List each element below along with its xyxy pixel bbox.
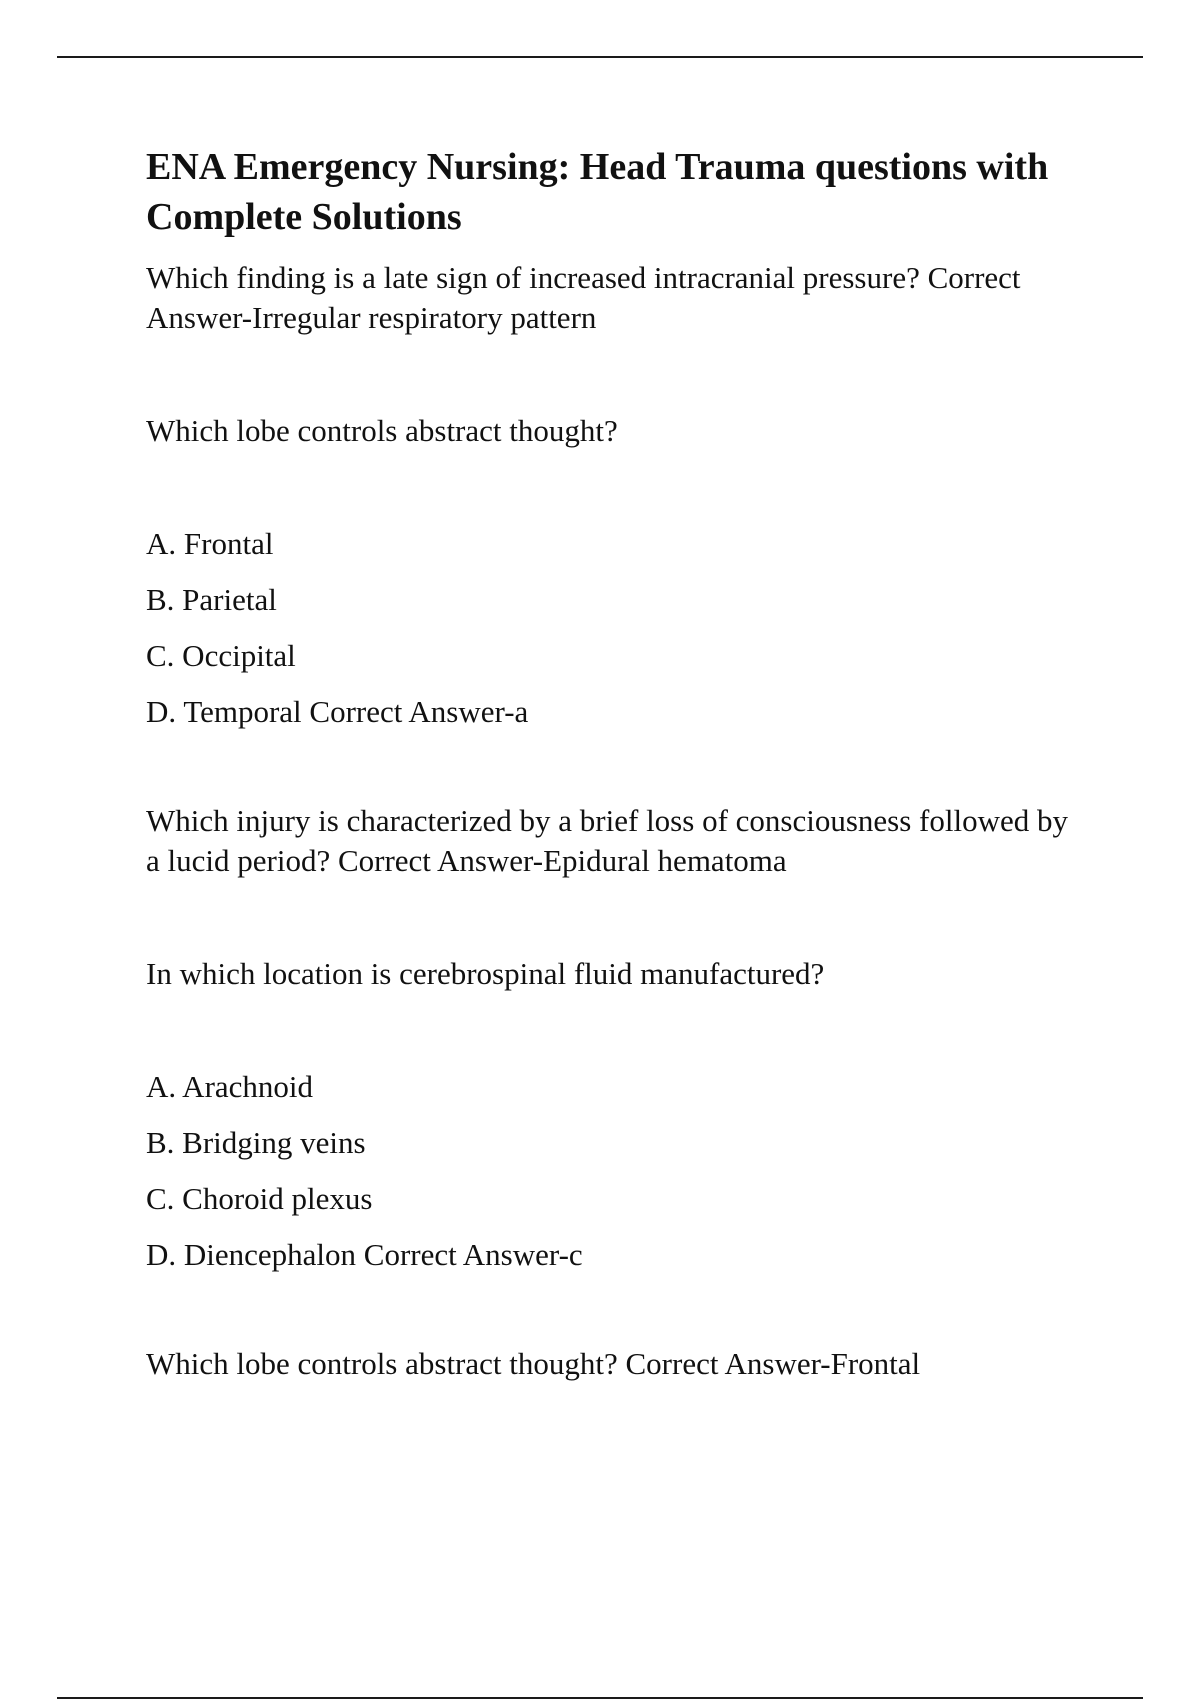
footer-rule [57, 1697, 1143, 1699]
document-title: ENA Emergency Nursing: Head Trauma questions with Complete Solutions [146, 146, 1049, 238]
question-4-option-d: D. Diencephalon Correct Answer-c [146, 1237, 583, 1272]
question-4-stem: In which location is cerebrospinal fluid manufactured? [146, 956, 825, 991]
question-4-option-c: C. Choroid plexus [146, 1181, 373, 1216]
question-2-option-d: D. Temporal Correct Answer-a [146, 694, 529, 729]
question-4-option-a: A. Arachnoid [146, 1069, 314, 1104]
document-body [146, 142, 1076, 1384]
question-1: Which finding is a late sign of increased intracranial pressure? Correct Answer-Irregular respiratory pattern [146, 260, 1021, 335]
question-2-stem: Which lobe controls abstract thought? [146, 413, 618, 448]
header-rule [57, 56, 1143, 58]
question-2-option-b: B. Parietal [146, 582, 277, 617]
question-5: Which lobe controls abstract thought? Correct Answer-Frontal [146, 1346, 921, 1381]
question-2-option-c: C. Occipital [146, 638, 296, 673]
question-3: Which injury is characterized by a brief loss of consciousness followed by a lucid period? Correct Answer-Epidural hematoma [146, 803, 1068, 878]
question-4-option-b: B. Bridging veins [146, 1125, 366, 1160]
question-2-option-a: A. Frontal [146, 526, 274, 561]
